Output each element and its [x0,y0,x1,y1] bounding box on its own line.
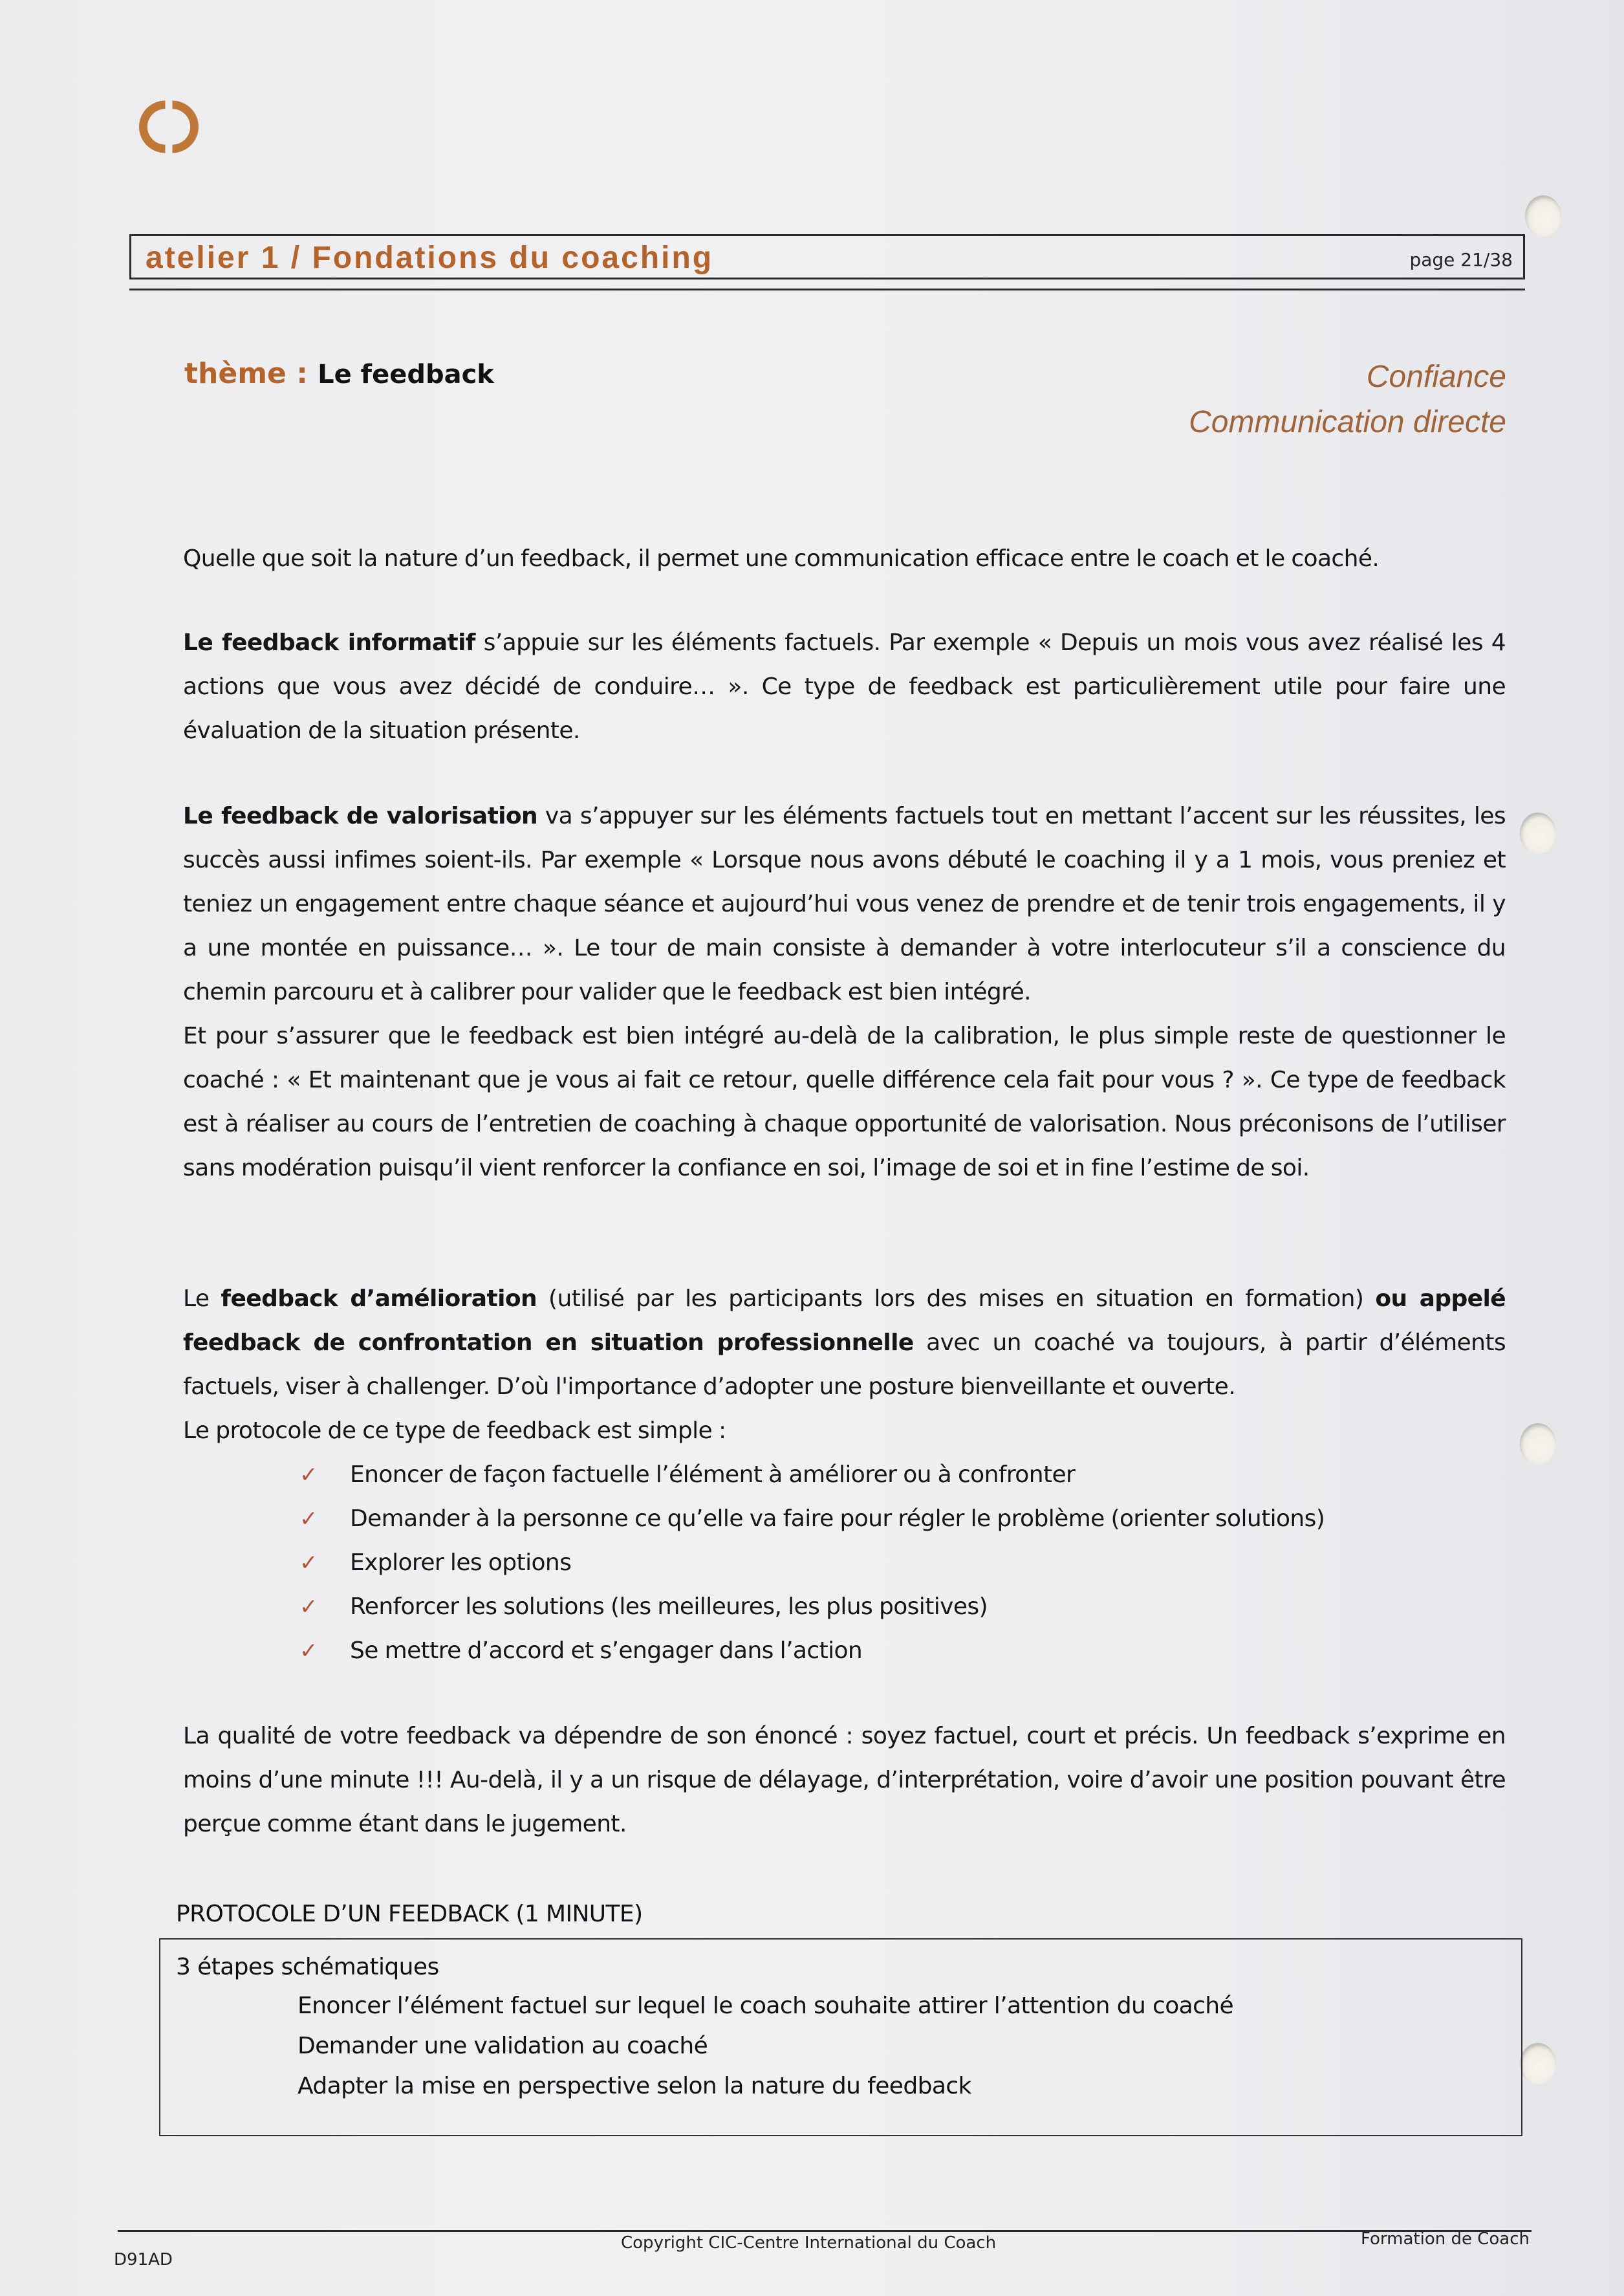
protocol-subtitle: 3 étapes schématiques [176,1954,439,1980]
intro-paragraph [183,537,1506,581]
protocol-intro: Le protocole de ce type de feedback est simple : [183,1417,726,1444]
checklist-item [299,1497,1506,1541]
confrontation-term: ou appelé feedback de confrontation en situation professionnelle [183,1285,1506,1356]
page-number: page 21/38 [1409,249,1513,270]
punch-hole [1520,813,1556,854]
protocol-title: PROTOCOLE D’UN FEEDBACK (1 MINUTE) [176,1901,643,1927]
valorisation-text-2: Et pour s’assurer que le feedback est bien intégré au-delà de la calibration, le plus simple reste de questionner le coaché : « Et maintenant que je vous ai fait ce retour, quelle différence cela fait pour vous ? ». Ce type de feedback est à réaliser au cours de l’entretien de coaching à chaque opportunité de valorisation. Nous préconisons de l’utiliser sans modération puisqu’il vient renforcer la confiance en soi, l’image de soi et in fine l’estime de soi. [183,1023,1506,1181]
keyword: Confiance [1366,360,1506,394]
protocol-step: Demander une validation au coaché [298,2033,708,2059]
informatif-term: Le feedback informatif [183,629,475,656]
punch-hole [1520,2043,1556,2084]
checklist [183,1453,1506,1673]
qualite-text: La qualité de votre feedback va dépendre de son énoncé : soyez factuel, court et précis. Un feedback s’exprime en moins d’une minute !!! Au-delà, il y a un risque de délayage, d’interprétation, voire d’avoir une position pouvant être perçue comme étant dans le jugement. [183,1723,1506,1837]
checklist-item-text: Enoncer de façon factuelle l’élément à améliorer ou à confronter [350,1461,1076,1488]
punch-hole [1520,1423,1556,1465]
check-icon: ✓ [299,1462,318,1488]
header-title: atelier 1 / Fondations du coaching [146,241,714,275]
theme-heading [184,357,494,390]
keywords [1189,355,1506,445]
protocol-step: Enoncer l’élément factuel sur lequel le coach souhaite attirer l’attention du coaché [298,1993,1234,2019]
valorisation-text: va s’appuyer sur les éléments factuels tout en mettant l’accent sur les réussites, les succès aussi infimes soient-ils. Par exemple « Lorsque nous avons débuté le coaching il y a 1 mois, vous preniez et teniez un engagement entre chaque séance et aujourd’hui vous venez de prendre et de tenir trois engagements, il y a une montée en puissance… ». Le tour de main consiste à demander à votre interlocuteur s’il a conscience du chemin parcouru et à calibrer pour valider que le feedback est bien intégré. [183,803,1506,1005]
amelioration-term: feedback d’amélioration [221,1285,537,1312]
checklist-item [299,1585,1506,1629]
checklist-item-text: Explorer les options [350,1549,572,1576]
logo-icon [139,97,199,157]
amelioration-suffix: avec un coaché va toujours, à partir d’éléments factuels, viser à challenger. D’où l'importance d’adopter une posture bienveillante et ouverte. [183,1329,1506,1400]
amelioration-middle: (utilisé par les participants lors des mises en situation en formation) [537,1285,1376,1312]
check-icon: ✓ [299,1594,318,1620]
informatif-paragraph [183,621,1506,753]
intro-text: Quelle que soit la nature d’un feedback, il permet une communication efficace entre le coach et le coaché. [183,545,1380,572]
checklist-item-text: Se mettre d’accord et s’engager dans l’action [350,1637,863,1664]
footer-divider [118,2230,1532,2232]
checklist-item [299,1629,1506,1673]
qualite-paragraph [183,1714,1506,1846]
keyword: Communication directe [1189,405,1506,439]
theme-label: thème : [184,357,318,390]
amelioration-paragraph [183,1277,1506,1673]
theme-value: Le feedback [318,360,494,389]
checklist-item [299,1541,1506,1585]
valorisation-term: Le feedback de valorisation [183,803,538,829]
document-code: D91AD [114,2250,173,2269]
punch-hole [1525,195,1561,237]
informatif-text: s’appuie sur les éléments factuels. Par exemple « Depuis un mois vous avez réalisé les 4 actions que vous avez décidé de conduire… ». Ce type de feedback est particulièrement utile pour faire une évaluation de la situation présente. [183,629,1506,744]
check-icon: ✓ [299,1550,318,1576]
protocol-box [159,1938,1522,2136]
amelioration-prefix: Le [183,1285,221,1312]
header-divider [129,289,1525,290]
program-name: Formation de Coach [1360,2229,1530,2249]
check-icon: ✓ [299,1638,318,1664]
copyright: Copyright CIC-Centre International du Coach [621,2233,997,2253]
protocol-steps [298,1986,1233,2106]
valorisation-paragraph [183,794,1506,1190]
document-header [129,234,1525,279]
checklist-item-text: Demander à la personne ce qu’elle va faire pour régler le problème (orienter solutions) [350,1505,1325,1532]
protocol-step: Adapter la mise en perspective selon la nature du feedback [298,2073,971,2099]
checklist-item [299,1453,1506,1497]
check-icon: ✓ [299,1506,318,1532]
checklist-item-text: Renforcer les solutions (les meilleures, les plus positives) [350,1593,988,1620]
